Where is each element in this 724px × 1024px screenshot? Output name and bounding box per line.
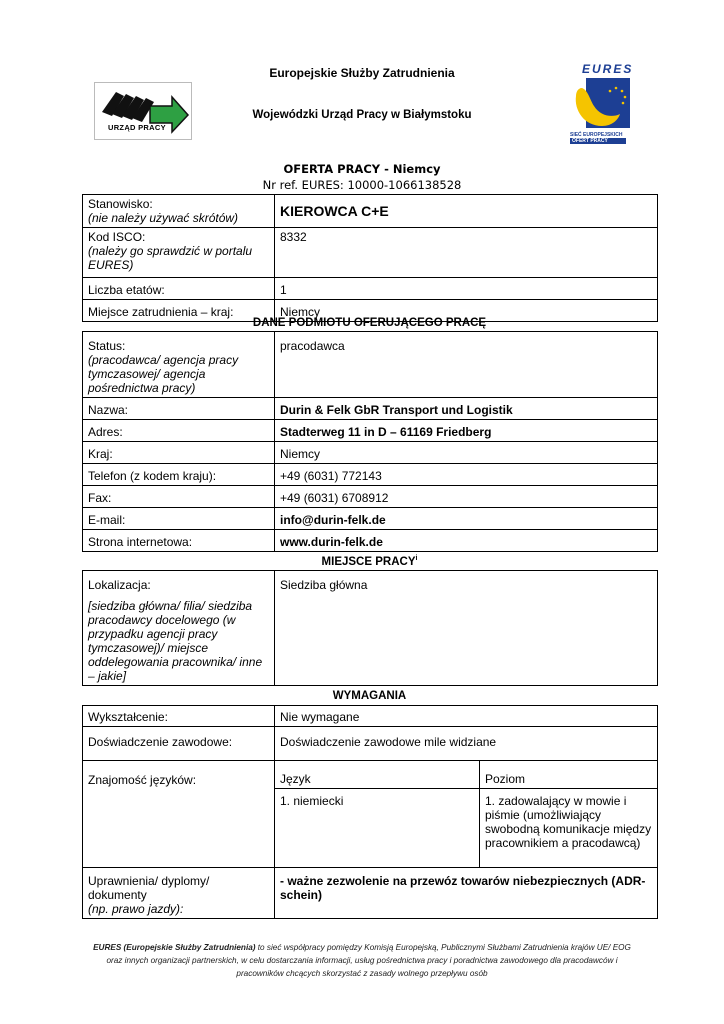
footer-eures-bold: EURES (Europejskie Służby Zatrudnienia) [93,943,256,952]
offer-ref: Nr ref. EURES: 10000-1066138528 [262,178,462,192]
employer-kraj-label: Kraj: [83,442,275,464]
employer-heading: DANE PODMIOTU OFERUJĄCEGO PRACĘ [252,317,487,329]
telefon-label: Telefon (z kodem kraju): [83,464,275,486]
cell-lokalizacja-label [83,571,275,686]
isco-value: 8332 [275,228,658,278]
poziom-value: 1. zadowalający w mowie i piśmie (umożliwiający swobodną komunikacje między pracownikiem a pracodawcą) [480,789,658,868]
uprawnienia-value: - ważne zezwolenie na przewóz towarów niebezpiecznych (ADR-schein) [275,868,658,919]
requirements-heading: WYMAGANIA [332,690,407,702]
status-label: Status: [88,339,126,353]
stanowisko-value: KIEROWCA C+E [275,195,658,228]
jezyk-value: 1. niemiecki [275,789,480,868]
status-value: pracodawca [275,332,658,398]
row-status [83,332,658,398]
workplace-heading-text: MIEJSCE PRACY [321,555,416,568]
lokalizacja-hint: [siedziba główna/ filia/ siedziba pracodawcy docelowego (w przypadku agencji pracy tymczasowej)/ miejsce oddelegowania pracownika/ inne – jakie] [88,599,263,683]
footer-line3: pracowników chcących skorzystać z zasady wolnego przepływu osób [236,969,488,978]
fax-value: +49 (6031) 6708912 [275,486,658,508]
uprawnienia-label: Uprawnienia/ dyplomy/ dokumenty [88,874,210,902]
adres-label: Adres: [83,420,275,442]
row-email [83,508,658,530]
org-name: Europejskie Służby Zatrudnienia [269,66,455,80]
email-value: info@durin-felk.de [275,508,658,530]
row-etaty [83,278,658,300]
row-nazwa [83,398,658,420]
workplace-table [82,570,658,686]
cell-isco-label [83,228,275,278]
stanowisko-label: Stanowisko: [88,197,153,211]
www-label: Strona internetowa: [83,530,275,552]
row-telefon [83,464,658,486]
isco-label: Kod ISCO: [88,230,146,244]
uprawnienia-hint: (np. prawo jazdy): [88,902,184,916]
row-fax [83,486,658,508]
eures-logo-title: EURES [582,62,634,76]
jezyk-column-header: Język [275,761,480,789]
isco-hint: (należy go sprawdzić w portalu EURES) [88,244,253,272]
employer-kraj-value: Niemcy [275,442,658,464]
requirements-table [82,705,658,919]
row-uprawnienia [83,868,658,919]
urzad-pracy-logo [94,82,192,140]
row-stanowisko [83,195,658,228]
workplace-heading [82,555,657,568]
row-adres [83,420,658,442]
kraj-value: Niemcy [275,300,658,322]
row-kraj-employer [83,442,658,464]
lokalizacja-label: Lokalizacja: [88,578,151,592]
row-jezyki-header [83,761,658,789]
footnote-marker: i [415,555,418,562]
stanowisko-hint: (nie należy używać skrótów) [88,211,239,225]
eures-logo-sub2: OFERT PRACY [570,138,626,144]
row-doswiadczenie [83,727,658,761]
telefon-value: +49 (6031) 772143 [275,464,658,486]
employer-table [82,331,658,552]
row-www [83,530,658,552]
job-table [82,194,658,322]
office-name: Wojewódzki Urząd Pracy w Białymstoku [252,109,472,121]
lokalizacja-value: Siedziba główna [275,571,658,686]
footer-line1 [60,941,664,954]
row-wyksztalcenie [83,706,658,727]
poziom-column-header: Poziom [480,761,658,789]
wyksztalcenie-label: Wykształcenie: [83,706,275,727]
doswiadczenie-value: Doświadczenie zawodowe mile widziane [275,727,658,761]
footer-line2: oraz innych organizacji partnerskich, w celu dostarczania informacji, usług pośrednictwa pracy i poradnictwa zawodowego dla pracodawców i [106,956,618,965]
cell-uprawnienia-label [83,868,275,919]
fax-label: Fax: [83,486,275,508]
offer-title: OFERTA PRACY - Niemcy [283,162,441,176]
doswiadczenie-label: Doświadczenie zawodowe: [83,727,275,761]
nazwa-value: Durin & Felk GbR Transport und Logistik [275,398,658,420]
urzad-pracy-logo-text: URZĄD PRACY [108,123,166,132]
row-isco [83,228,658,278]
footer [60,941,664,980]
status-hint: (pracodawca/ agencja pracy tymczasowej/ agencja pośrednictwa pracy) [88,353,239,395]
email-label: E-mail: [83,508,275,530]
row-lokalizacja [83,571,658,686]
eures-logo [566,62,636,148]
jezyki-label: Znajomość języków: [83,761,275,868]
etaty-label: Liczba etatów: [83,278,275,300]
kraj-label: Miejsce zatrudnienia – kraj: [83,300,275,322]
adres-value: Stadterweg 11 in D – 61169 Friedberg [275,420,658,442]
eures-logo-sub1: SIEĆ EUROPEJSKICH [570,132,623,138]
nazwa-label: Nazwa: [83,398,275,420]
www-value: www.durin-felk.de [275,530,658,552]
etaty-value: 1 [275,278,658,300]
cell-status-label [83,332,275,398]
footer-line1-rest: to sieć współpracy pomiędzy Komisją Europejską, Publicznymi Służbami Zatrudnienia krajów UE/ EOG [255,943,631,952]
wyksztalcenie-value: Nie wymagane [275,706,658,727]
cell-stanowisko-label [83,195,275,228]
